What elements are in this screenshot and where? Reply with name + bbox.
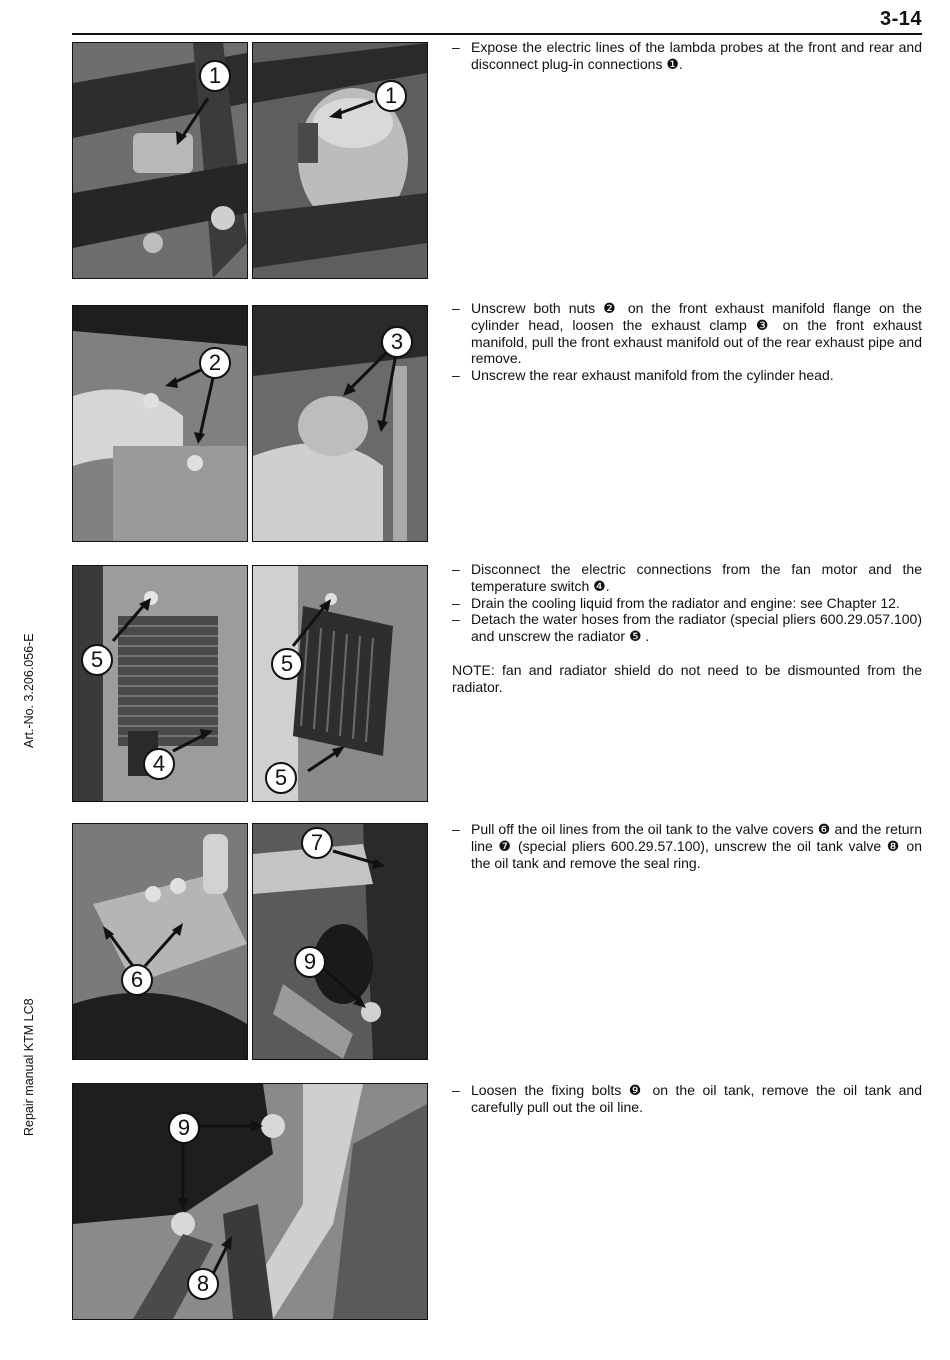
step-dash: – bbox=[452, 367, 460, 384]
step-text: Drain the cooling liquid from the radiator and engine: see Chapter 12. bbox=[471, 594, 900, 611]
step-dash: – bbox=[452, 300, 460, 316]
step bbox=[452, 595, 922, 612]
callout-5: 5 bbox=[271, 648, 303, 680]
step-text: Detach the water hoses from the radiator (special pliers 600.29.057.100) and unscrew the radiator ❺ . bbox=[471, 611, 922, 645]
callout-1: 1 bbox=[375, 80, 407, 112]
step-text: Expose the electric lines of the lambda probes at the front and rear and disconnect plug-in connections ❶. bbox=[471, 39, 922, 72]
photo-oil-return-line-image bbox=[253, 824, 427, 1059]
photo-exhaust-nuts bbox=[72, 305, 248, 542]
step-text: Loosen the fixing bolts ❾ on the oil tank, remove the oil tank and carefully pull out the oil line. bbox=[471, 1082, 922, 1115]
photo-radiator-left bbox=[72, 565, 248, 802]
step-dash: – bbox=[452, 1082, 460, 1098]
photo-oil-tank-bolts-image bbox=[73, 1084, 427, 1319]
step-dash: – bbox=[452, 39, 460, 55]
step-dash: – bbox=[452, 594, 460, 611]
section-oil-tank bbox=[452, 1082, 922, 1116]
step-text: Unscrew both nuts ❷ on the front exhaust manifold flange on the cylinder head, loosen the exhaust clamp ❸ on the front exhaust manifold, pull the front exhaust manifold out of the rear exhaust pipe and remove. bbox=[471, 300, 922, 367]
photo-oil-tank-bolts bbox=[72, 1083, 428, 1320]
photo-radiator-right bbox=[252, 565, 428, 802]
section-oil-lines bbox=[452, 821, 922, 871]
step bbox=[452, 300, 922, 367]
section-lambda-probes bbox=[452, 39, 922, 73]
callout-9: 9 bbox=[168, 1112, 200, 1144]
step bbox=[452, 367, 922, 384]
callout-6: 6 bbox=[121, 964, 153, 996]
callout-9: 9 bbox=[294, 946, 326, 978]
photo-lambda-front bbox=[72, 42, 248, 279]
step-dash: – bbox=[452, 821, 460, 837]
photo-exhaust-clamp bbox=[252, 305, 428, 542]
page-number: 3-14 bbox=[879, 8, 922, 30]
sidebar-article-number: Art.-No. 3.206.056-E bbox=[22, 633, 36, 748]
callout-5: 5 bbox=[265, 762, 297, 794]
step bbox=[452, 611, 922, 645]
photo-lambda-rear-image bbox=[253, 43, 427, 278]
callout-5: 5 bbox=[81, 644, 113, 676]
sidebar-manual-title: Repair manual KTM LC8 bbox=[22, 998, 36, 1136]
photo-lambda-rear bbox=[252, 42, 428, 279]
photo-oil-lines-valve-covers bbox=[72, 823, 248, 1060]
step-dash: – bbox=[452, 561, 460, 577]
callout-1: 1 bbox=[199, 60, 231, 92]
note: NOTE: fan and radiator shield do not need to be dismounted from the radiator. bbox=[452, 661, 922, 695]
callout-7: 7 bbox=[301, 827, 333, 859]
callout-4: 4 bbox=[143, 748, 175, 780]
step-dash: – bbox=[452, 611, 460, 628]
step bbox=[452, 39, 922, 73]
step bbox=[452, 821, 922, 871]
callout-2: 2 bbox=[199, 347, 231, 379]
step-text: Unscrew the rear exhaust manifold from the cylinder head. bbox=[471, 367, 834, 384]
step bbox=[452, 1082, 922, 1116]
step-text: Pull off the oil lines from the oil tank to the valve covers ❻ and the return line ❼ (special pliers 600.29.57.100), unscrew the oil tank valve ❽ on the oil tank and remove the seal ring. bbox=[471, 821, 922, 871]
step-text: Disconnect the electric connections from the fan motor and the temperature switch ❹. bbox=[471, 561, 922, 594]
header-rule bbox=[72, 33, 922, 35]
section-exhaust-manifold bbox=[452, 300, 922, 384]
section-radiator bbox=[452, 561, 922, 695]
photo-exhaust-nuts-image bbox=[73, 306, 247, 541]
photo-oil-lines-valve-covers-image bbox=[73, 824, 247, 1059]
callout-3: 3 bbox=[381, 326, 413, 358]
callout-8: 8 bbox=[187, 1268, 219, 1300]
step bbox=[452, 561, 922, 595]
photo-oil-return-line bbox=[252, 823, 428, 1060]
